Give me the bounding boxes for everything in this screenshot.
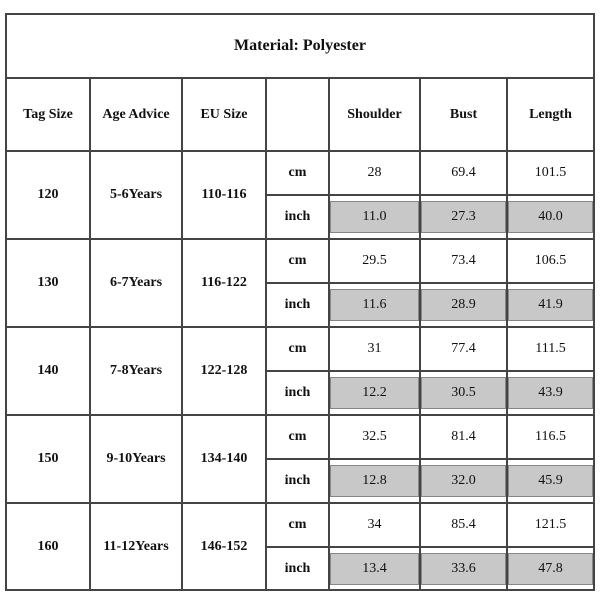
unit-cell-cm: cm [266, 327, 329, 371]
bust-inch-cell [420, 371, 507, 415]
unit-cell-inch: inch [266, 459, 329, 503]
shoulder-inch-cell-value: 11.6 [330, 289, 419, 321]
table-row-cm [7, 239, 593, 283]
shoulder-inch-cell [329, 371, 420, 415]
unit-cell-inch: inch [266, 195, 329, 239]
shoulder-inch-cell-value: 11.0 [330, 201, 419, 233]
shoulder-inch-cell [329, 547, 420, 590]
header-shoulder: Shoulder [329, 79, 420, 151]
bust-inch-cell-value: 28.9 [421, 289, 506, 321]
bust-inch-cell [420, 459, 507, 503]
shoulder-inch-cell-value: 12.2 [330, 377, 419, 409]
length-inch-cell [507, 283, 593, 327]
size-table [7, 79, 593, 591]
length-cm-cell: 111.5 [507, 327, 593, 371]
table-row-cm [7, 503, 593, 547]
age-advice-cell: 6-7Years [90, 239, 182, 327]
length-inch-cell-value: 40.0 [508, 201, 593, 233]
unit-cell-cm: cm [266, 239, 329, 283]
age-advice-cell: 9-10Years [90, 415, 182, 503]
age-advice-cell: 11-12Years [90, 503, 182, 590]
shoulder-inch-cell [329, 459, 420, 503]
header-eu-size: EU Size [182, 79, 266, 151]
shoulder-inch-cell [329, 283, 420, 327]
tag-size-cell: 120 [7, 151, 90, 239]
header-unit [266, 79, 329, 151]
length-inch-cell [507, 371, 593, 415]
shoulder-cm-cell: 31 [329, 327, 420, 371]
size-chart [5, 13, 595, 591]
length-cm-cell: 121.5 [507, 503, 593, 547]
tag-size-cell: 140 [7, 327, 90, 415]
bust-cm-cell: 81.4 [420, 415, 507, 459]
table-row-cm [7, 415, 593, 459]
header-bust: Bust [420, 79, 507, 151]
shoulder-cm-cell: 29.5 [329, 239, 420, 283]
eu-size-cell: 122-128 [182, 327, 266, 415]
shoulder-inch-cell-value: 12.8 [330, 465, 419, 497]
eu-size-cell: 116-122 [182, 239, 266, 327]
length-inch-cell [507, 195, 593, 239]
unit-cell-cm: cm [266, 151, 329, 195]
length-cm-cell: 106.5 [507, 239, 593, 283]
unit-cell-inch: inch [266, 547, 329, 590]
length-inch-cell [507, 547, 593, 590]
length-cm-cell: 101.5 [507, 151, 593, 195]
tag-size-cell: 130 [7, 239, 90, 327]
shoulder-inch-cell [329, 195, 420, 239]
unit-cell-inch: inch [266, 371, 329, 415]
header-age-advice: Age Advice [90, 79, 182, 151]
length-inch-cell-value: 45.9 [508, 465, 593, 497]
bust-inch-cell [420, 283, 507, 327]
shoulder-cm-cell: 32.5 [329, 415, 420, 459]
bust-cm-cell: 85.4 [420, 503, 507, 547]
shoulder-cm-cell: 34 [329, 503, 420, 547]
bust-inch-cell-value: 27.3 [421, 201, 506, 233]
length-inch-cell [507, 459, 593, 503]
tag-size-cell: 160 [7, 503, 90, 590]
table-row-cm [7, 151, 593, 195]
length-inch-cell-value: 41.9 [508, 289, 593, 321]
age-advice-cell: 7-8Years [90, 327, 182, 415]
unit-cell-cm: cm [266, 415, 329, 459]
shoulder-inch-cell-value: 13.4 [330, 553, 419, 585]
bust-inch-cell [420, 547, 507, 590]
unit-cell-cm: cm [266, 503, 329, 547]
unit-cell-inch: inch [266, 283, 329, 327]
bust-cm-cell: 73.4 [420, 239, 507, 283]
bust-inch-cell-value: 33.6 [421, 553, 506, 585]
bust-inch-cell [420, 195, 507, 239]
table-row-cm [7, 327, 593, 371]
eu-size-cell: 134-140 [182, 415, 266, 503]
eu-size-cell: 110-116 [182, 151, 266, 239]
bust-inch-cell-value: 32.0 [421, 465, 506, 497]
length-inch-cell-value: 43.9 [508, 377, 593, 409]
eu-size-cell: 146-152 [182, 503, 266, 590]
length-inch-cell-value: 47.8 [508, 553, 593, 585]
header-length: Length [507, 79, 593, 151]
chart-title: Material: Polyester [7, 15, 593, 79]
length-cm-cell: 116.5 [507, 415, 593, 459]
shoulder-cm-cell: 28 [329, 151, 420, 195]
bust-cm-cell: 77.4 [420, 327, 507, 371]
bust-inch-cell-value: 30.5 [421, 377, 506, 409]
bust-cm-cell: 69.4 [420, 151, 507, 195]
header-tag-size: Tag Size [7, 79, 90, 151]
age-advice-cell: 5-6Years [90, 151, 182, 239]
header-row [7, 79, 593, 151]
tag-size-cell: 150 [7, 415, 90, 503]
